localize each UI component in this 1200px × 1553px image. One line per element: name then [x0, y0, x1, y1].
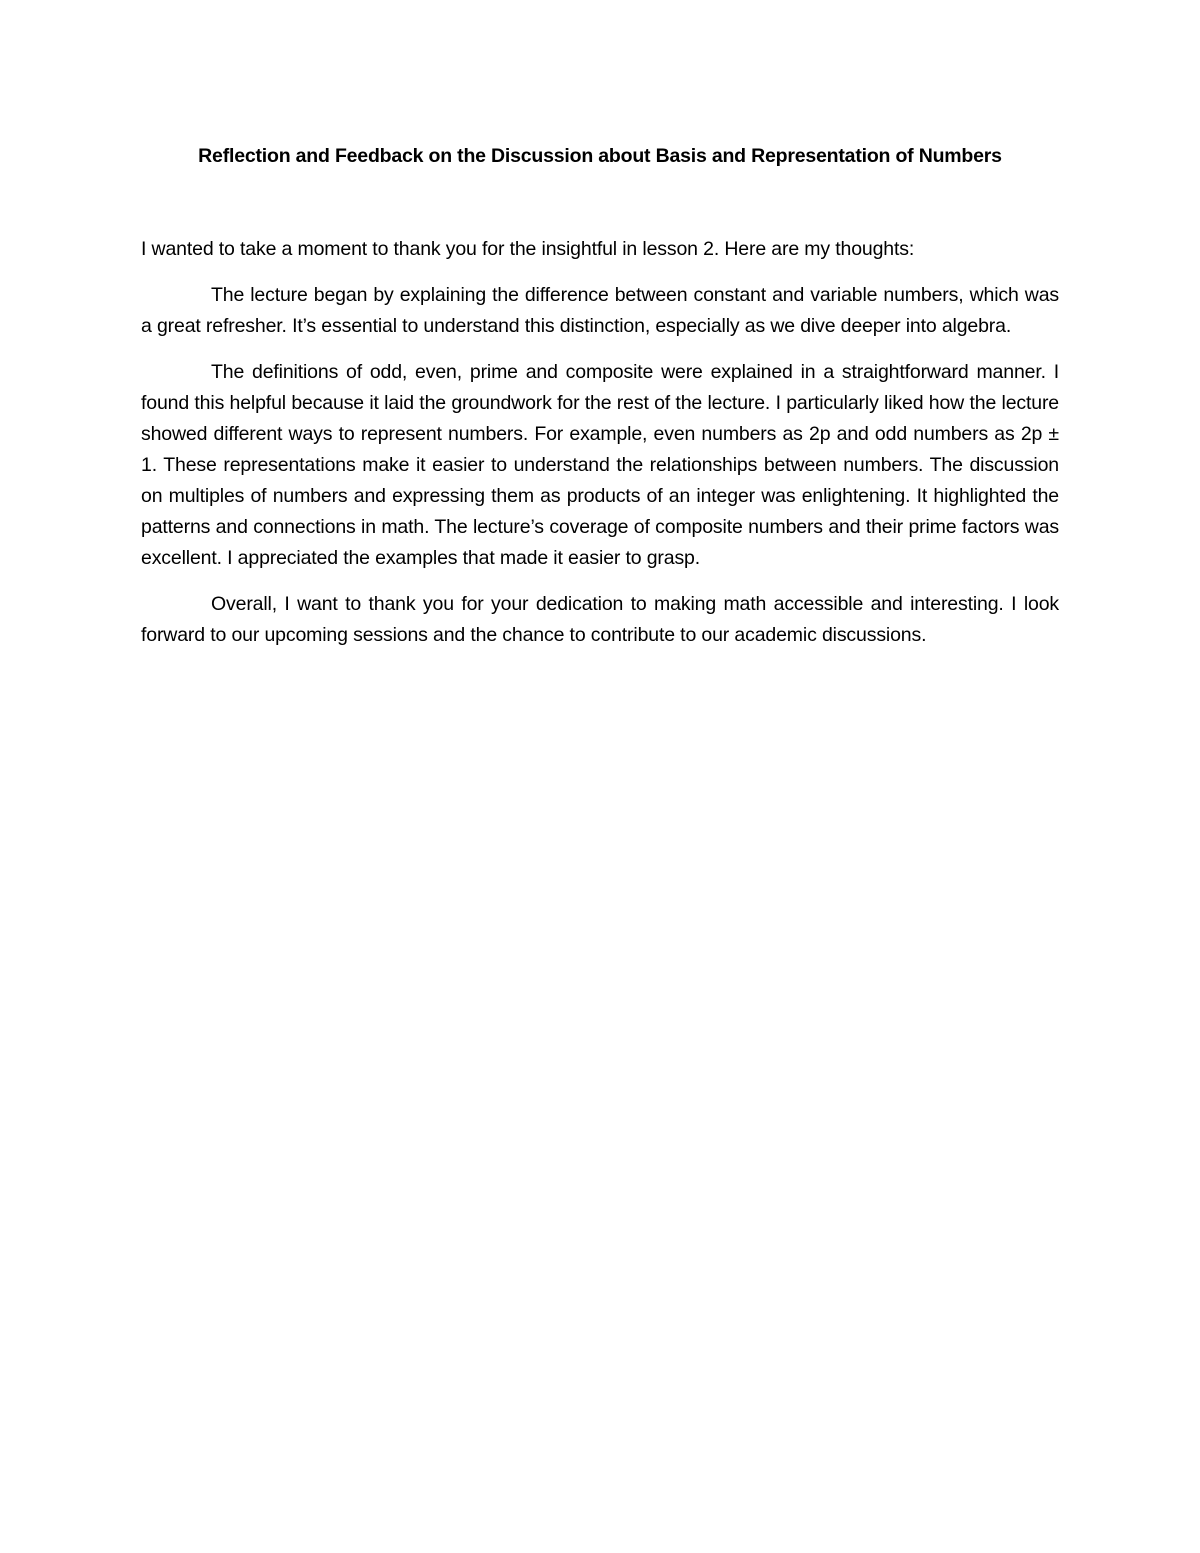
paragraph-constant-variable: The lecture began by explaining the difference between constant and variable numbers, which was a great refresher. It’s essential to understand this distinction, especially as we dive deeper into algebra. [141, 284, 1059, 337]
paragraph-closing: Overall, I want to thank you for your dedication to making math accessible and interesting. I look forward to our upcoming sessions and the chance to contribute to our academic discussions. [141, 593, 1059, 646]
document-body [141, 141, 1059, 651]
paragraph-definitions: The definitions of odd, even, prime and composite were explained in a straightforward manner. I found this helpful because it laid the groundwork for the rest of the lecture. I particularly liked how the lecture showed different ways to represent numbers. For example, even numbers as 2p and odd numbers as 2p ± 1. These representations make it easier to understand the relationships between numbers. The discussion on multiples of numbers and expressing them as products of an integer was enlightening. It highlighted the patterns and connections in math. The lecture’s coverage of composite numbers and their prime factors was excellent. I appreciated the examples that made it easier to grasp. [141, 361, 1059, 569]
document-title: Reflection and Feedback on the Discussion about Basis and Representation of Numbers [198, 145, 1002, 167]
intro-paragraph: I wanted to take a moment to thank you for the insightful in lesson 2. Here are my thoughts: [141, 238, 915, 260]
